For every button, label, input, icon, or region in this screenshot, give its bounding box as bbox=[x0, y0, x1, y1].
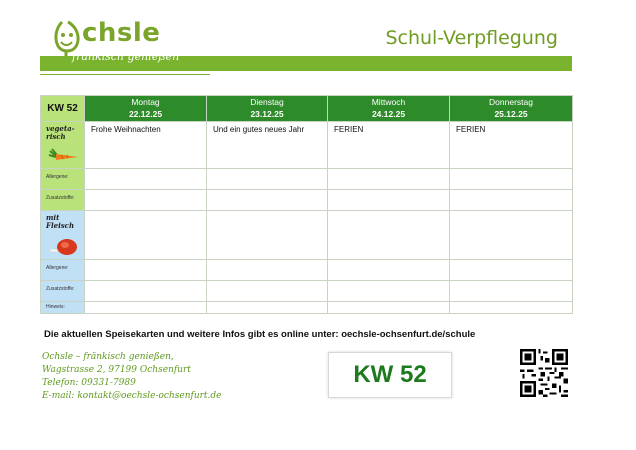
allergens-label: Allergene: bbox=[41, 169, 85, 190]
tagline: fränkisch genießen bbox=[72, 50, 180, 63]
address-line: Ochsle – fränkisch genießen, bbox=[42, 352, 174, 362]
allergens-cell bbox=[207, 260, 328, 281]
dish-cell: Und ein gutes neues Jahr bbox=[207, 122, 328, 169]
day-name: Mittwoch bbox=[371, 97, 406, 107]
additives-label: Zusatzstoffe: bbox=[41, 190, 85, 211]
allergens-cell bbox=[207, 169, 328, 190]
dish-cell bbox=[85, 211, 207, 260]
qr-code-icon bbox=[520, 349, 568, 397]
allergens-cell bbox=[328, 260, 450, 281]
allergens-cell bbox=[450, 260, 573, 281]
label-line: risch bbox=[46, 132, 66, 142]
allergens-cell bbox=[85, 169, 207, 190]
allergens-label: Allergene: bbox=[41, 260, 85, 281]
label-line: mit bbox=[46, 213, 60, 222]
address-line: Wagstrasse 2, 97199 Ochsenfurt bbox=[42, 365, 191, 375]
label-line: vegeta- bbox=[46, 124, 75, 133]
dish-cell bbox=[328, 211, 450, 260]
day-name: Donnerstag bbox=[489, 97, 533, 107]
dish-cell: FERIEN bbox=[450, 122, 573, 169]
day-name: Montag bbox=[131, 97, 160, 107]
day-name: Dienstag bbox=[250, 97, 284, 107]
note-cell bbox=[207, 302, 328, 314]
note-cell bbox=[85, 302, 207, 314]
brand-name: chsle bbox=[82, 18, 161, 48]
allergens-cell bbox=[85, 260, 207, 281]
day-header-thursday bbox=[450, 96, 573, 122]
address-line: E-mail: kontakt@oechsle-ochsenfurt.de bbox=[42, 391, 222, 401]
dish-cell bbox=[207, 211, 328, 260]
meat-label bbox=[41, 211, 85, 260]
day-date: 24.12.25 bbox=[371, 109, 406, 119]
additives-cell bbox=[450, 281, 573, 302]
additives-cell bbox=[328, 190, 450, 211]
day-date: 25.12.25 bbox=[494, 109, 528, 119]
day-header-wednesday bbox=[328, 96, 450, 122]
divider bbox=[40, 74, 210, 75]
dish-cell: Frohe Weihnachten bbox=[85, 122, 207, 169]
address-line: Telefon: 09331-7989 bbox=[42, 378, 136, 388]
carrot-icon bbox=[48, 148, 80, 164]
week-box: KW 52 bbox=[328, 352, 452, 398]
info-text: Die aktuellen Speisekarten und weitere Infos gibt es online unter: oechsle-ochsenfurt.de/schule bbox=[44, 329, 476, 340]
day-date: 22.12.25 bbox=[128, 109, 163, 119]
allergens-cell bbox=[328, 169, 450, 190]
note-cell bbox=[328, 302, 450, 314]
day-date: 23.12.25 bbox=[250, 109, 284, 119]
additives-label: Zusatzstoffe: bbox=[41, 281, 85, 302]
menu-table bbox=[40, 95, 573, 314]
dish-cell: FERIEN bbox=[328, 122, 450, 169]
vegetarian-label bbox=[41, 122, 85, 169]
additives-cell bbox=[85, 281, 207, 302]
page-title: Schul-Verpflegung bbox=[385, 27, 558, 49]
label-line: Fleisch bbox=[46, 221, 75, 231]
additives-cell bbox=[450, 190, 573, 211]
contact-address bbox=[42, 351, 222, 403]
week-label: KW 52 bbox=[41, 96, 85, 122]
additives-cell bbox=[85, 190, 207, 211]
note-cell bbox=[450, 302, 573, 314]
ham-icon bbox=[49, 237, 79, 257]
note-label: Hinweis: bbox=[41, 302, 85, 314]
day-header-monday bbox=[85, 96, 207, 122]
additives-cell bbox=[207, 190, 328, 211]
additives-cell bbox=[328, 281, 450, 302]
additives-cell bbox=[207, 281, 328, 302]
dish-cell bbox=[450, 211, 573, 260]
day-header-tuesday bbox=[207, 96, 328, 122]
allergens-cell bbox=[450, 169, 573, 190]
